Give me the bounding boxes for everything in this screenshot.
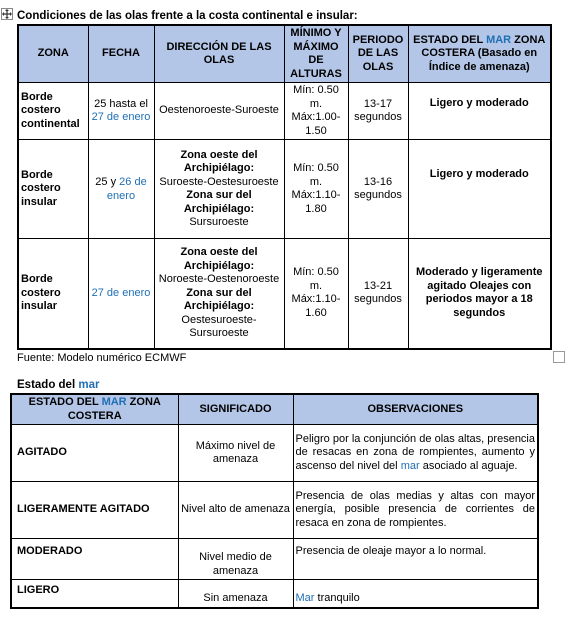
row3-zona: Borde costero insular [18,239,88,349]
state-ligeramente-agitado: LIGERAMENTE AGITADO [11,482,178,539]
state-ligero: LIGERO [11,580,178,608]
row2-estado: Ligero y moderado [408,140,551,239]
date-link[interactable]: 26 de enero [106,176,147,202]
table-header-row [11,394,538,425]
header-observaciones: OBSERVACIONES [293,394,538,425]
header-estado: ESTADO DEL MAR ZONA COSTERA (Basado en Índice de amenaza) [408,25,551,83]
source-note: Fuente: Modelo numérico ECMWF [17,352,187,364]
header-fecha: FECHA [88,25,154,83]
table-header-row [18,25,551,83]
row1-estado: Ligero y moderado [408,83,551,140]
row1-periodo: 13-17 segundos [348,83,408,140]
header-significado: SIGNIFICADO [178,394,293,425]
header-estado-mar: ESTADO DEL MAR ZONA COSTERA [11,394,178,425]
row3-fecha [88,239,154,349]
significado-ligero: Sin amenaza [178,580,293,608]
state-agitado: AGITADO [11,425,178,482]
section2-title: Estado del mar [17,379,100,391]
table-row [18,83,551,140]
table-row [11,539,538,580]
row1-direccion: Oestenoroeste-Suroeste [154,83,284,140]
wave-conditions-table [17,24,552,350]
state-moderado: MODERADO [11,539,178,580]
table-resize-icon[interactable] [553,351,565,363]
table-row [11,580,538,608]
table-row [11,482,538,539]
significado-ligeramente-agitado: Nivel alto de amenaza [178,482,293,539]
row3-minmax: Mín: 0.50 m. Máx:1.10-1.60 [284,239,348,349]
mar-link[interactable]: MAR [101,396,127,408]
header-zona: ZONA [18,25,88,83]
obs-ligero: Mar tranquilo [293,580,538,608]
row3-estado: Moderado y ligeramente agitado Oleajes con periodos mayor a 18 segundos [408,239,551,349]
significado-moderado: Nivel medio de amenaza [178,539,293,580]
row2-minmax: Mín: 0.50 m. Máx:1.10-1.80 [284,140,348,239]
mar-link[interactable]: MAR [486,33,512,46]
header-direccion: DIRECCIÓN DE LAS OLAS [154,25,284,83]
date-link[interactable]: 27 de enero [91,286,151,299]
row2-fecha: 25 y 26 de enero [88,140,154,239]
obs-moderado: Presencia de oleaje mayor a lo normal. [293,539,538,580]
obs-agitado: Peligro por la conjunción de olas altas, presencia de resacas en zona de rompientes, aumento y ascenso del nivel del mar asociado al aguaje. [293,425,538,482]
move-arrows-icon [2,9,12,19]
obs-ligeramente-agitado: Presencia de olas medias y altas con mayor energía, posible presencia de corrientes de resaca en zona de rompientes. [293,482,538,539]
row2-periodo: 13-16 segundos [348,140,408,239]
row3-direccion: Zona oeste del Archipiélago: Noroeste-Oestenoroeste Zona sur del Archipiélago: Oestesuroeste-Sursuroeste [154,239,284,349]
significado-agitado: Máximo nivel de amenaza [178,425,293,482]
mar-link[interactable]: mar [400,459,420,472]
mar-link[interactable]: mar [78,379,100,391]
table-row [11,425,538,482]
date-link[interactable]: 27 de enero [91,111,151,123]
row2-direccion: Zona oeste del Archipiélago: Suroeste-Oestesuroeste Zona sur del Archipiélago: Sursuroeste [154,140,284,239]
row1-minmax: Mín: 0.50 m. Máx:1.00-1.50 [284,83,348,140]
header-minmax: MÍNIMO Y MÁXIMO DE ALTURAS [284,25,348,83]
section1-title: Condiciones de las olas frente a la costa continental e insular: [17,10,358,22]
row3-periodo: 13-21 segundos [348,239,408,349]
sea-state-table [10,393,539,609]
row1-fecha: 25 hasta el 27 de enero [88,83,154,140]
row2-zona: Borde costero insular [18,140,88,239]
mar-link[interactable]: Mar [295,592,315,604]
header-periodo: PERIODO DE LAS OLAS [348,25,408,83]
table-row [18,239,551,349]
table-row [18,140,551,239]
table-move-icon[interactable] [1,8,13,20]
row1-zona: Borde costero continental [18,83,88,140]
